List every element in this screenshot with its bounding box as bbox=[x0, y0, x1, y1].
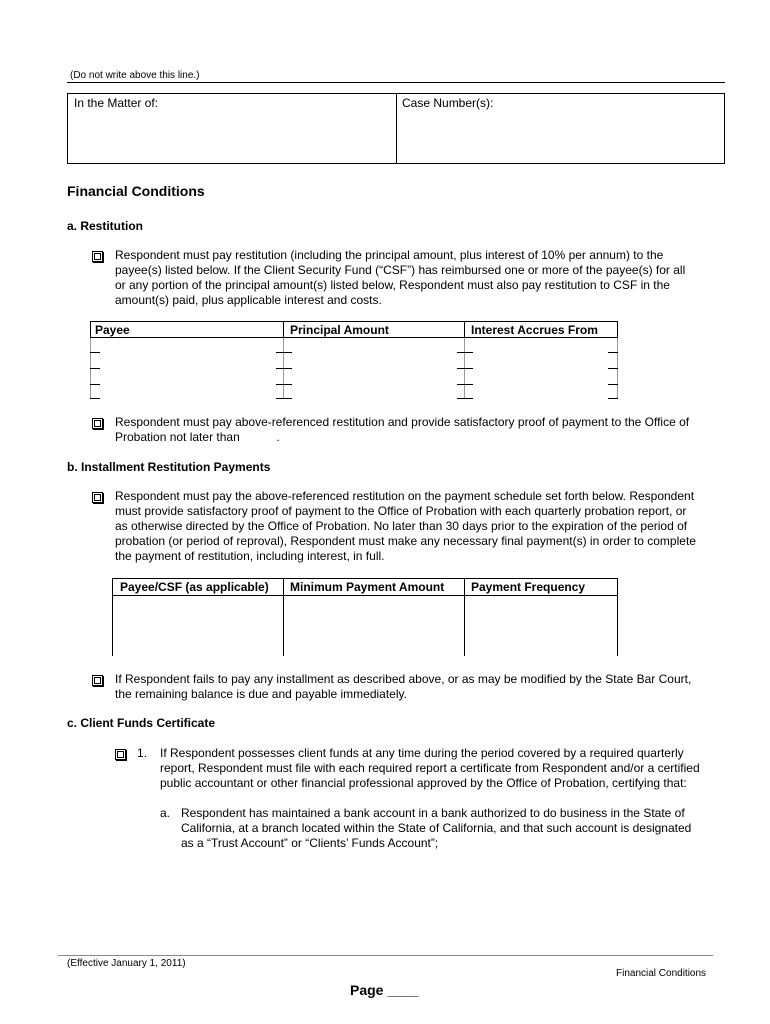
footer-rule bbox=[58, 955, 713, 956]
row-tick bbox=[276, 398, 292, 399]
row-tick bbox=[608, 398, 618, 399]
text-line: the remaining balance is due and payable immediately. bbox=[115, 687, 407, 701]
text-line: Respondent must pay restitution (including the principal amount, plus interest of 10% per annum) to the bbox=[115, 248, 664, 262]
sub-item-a-paragraph bbox=[181, 806, 731, 851]
text-line: California, at a branch located within the State of California, and that such account is designated bbox=[181, 821, 692, 835]
installment-default-checkbox[interactable] bbox=[92, 675, 103, 686]
matter-label: In the Matter of: bbox=[74, 96, 159, 110]
client-funds-checkbox[interactable] bbox=[115, 749, 126, 760]
page-title: Financial Conditions bbox=[67, 183, 205, 199]
table-edge bbox=[617, 596, 618, 656]
row-tick bbox=[608, 368, 618, 369]
table-divider bbox=[283, 578, 284, 656]
installment-checkbox[interactable] bbox=[92, 492, 103, 503]
text-line: public accountant or other financial professional approved by the Office of Probation, certifying that: bbox=[160, 776, 687, 790]
payment-frequency-header: Payment Frequency bbox=[471, 580, 586, 594]
text-line: Respondent has maintained a bank account in a bank authorized to do business in the State of bbox=[181, 806, 685, 820]
text-line: report, Respondent must file with each required report a certificate from Respondent and/or a certified bbox=[160, 761, 700, 775]
payee-csf-header: Payee/CSF (as applicable) bbox=[120, 580, 269, 594]
client-funds-paragraph bbox=[160, 746, 730, 791]
footer-section-name: Financial Conditions bbox=[616, 968, 707, 979]
min-payment-header: Minimum Payment Amount bbox=[290, 580, 445, 594]
text-line: probation (or period of reproval), Respondent must make any necessary final payment(s) in order to complete bbox=[115, 534, 696, 548]
row-tick bbox=[90, 398, 100, 399]
text-line: If Respondent possesses client funds at any time during the period covered by a required quarterly bbox=[160, 746, 684, 760]
table-divider bbox=[464, 578, 465, 656]
item-1-number: 1. bbox=[137, 746, 148, 760]
text-line: Respondent must pay above-referenced restitution and provide satisfactory proof of payment to the Office of bbox=[115, 415, 690, 429]
payee-header: Payee bbox=[95, 323, 130, 337]
sub-item-a-letter: a. bbox=[160, 806, 171, 820]
interest-header: Interest Accrues From bbox=[471, 323, 598, 337]
page-number: Page ____ bbox=[350, 982, 419, 998]
row-tick bbox=[457, 352, 473, 353]
section-c-heading: c. Client Funds Certificate bbox=[67, 716, 216, 730]
text-line: amount(s) paid, plus applicable interest and costs. bbox=[115, 293, 382, 307]
proof-of-payment-paragraph bbox=[115, 415, 725, 445]
row-tick bbox=[608, 352, 618, 353]
caption-divider bbox=[396, 93, 397, 164]
text-line: as a “Trust Account” or “Clients’ Funds Account”; bbox=[181, 836, 439, 850]
top-note: (Do not write above this line.) bbox=[70, 70, 200, 81]
restitution-paragraph bbox=[115, 248, 725, 308]
principal-header: Principal Amount bbox=[290, 323, 389, 337]
text-line: or any portion of the principal amount(s) listed below, Respondent must also pay restitution to CSF in the bbox=[115, 278, 670, 292]
installment-paragraph bbox=[115, 489, 730, 564]
text-line: Respondent must pay the above-referenced restitution on the payment schedule set forth below. Respondent bbox=[115, 489, 695, 503]
section-b-heading: b. Installment Restitution Payments bbox=[67, 460, 271, 474]
text-line: If Respondent fails to pay any installment as described above, or as may be modified by the State Bar Court, bbox=[115, 672, 692, 686]
row-tick bbox=[276, 368, 292, 369]
text-line: payee(s) listed below. If the Client Security Fund (“CSF”) has reimbursed one or more of the payee(s) for all bbox=[115, 263, 686, 277]
row-tick bbox=[457, 398, 473, 399]
text-line: Probation not later than . bbox=[115, 430, 280, 444]
row-tick bbox=[608, 384, 618, 385]
row-tick bbox=[457, 368, 473, 369]
row-tick bbox=[90, 384, 100, 385]
top-rule bbox=[67, 82, 725, 83]
row-tick bbox=[90, 352, 100, 353]
effective-date: (Effective January 1, 2011) bbox=[67, 958, 186, 969]
table-divider bbox=[464, 321, 465, 338]
row-tick bbox=[457, 384, 473, 385]
table-edge bbox=[112, 596, 113, 656]
installment-default-paragraph bbox=[115, 672, 730, 702]
proof-of-payment-checkbox[interactable] bbox=[92, 418, 103, 429]
restitution-checkbox[interactable] bbox=[92, 251, 103, 262]
text-line: the payment of restitution, including interest, in full. bbox=[115, 549, 385, 563]
table-divider bbox=[283, 321, 284, 338]
text-line: must provide satisfactory proof of payment to the Office of Probation with each quarterly probation report, or bbox=[115, 504, 687, 518]
case-number-label: Case Number(s): bbox=[402, 96, 494, 110]
row-tick bbox=[90, 368, 100, 369]
text-line: as otherwise directed by the Office of Probation. No later than 30 days prior to the expiration of the period of bbox=[115, 519, 688, 533]
row-tick bbox=[276, 352, 292, 353]
row-tick bbox=[276, 384, 292, 385]
section-a-heading: a. Restitution bbox=[67, 219, 144, 233]
